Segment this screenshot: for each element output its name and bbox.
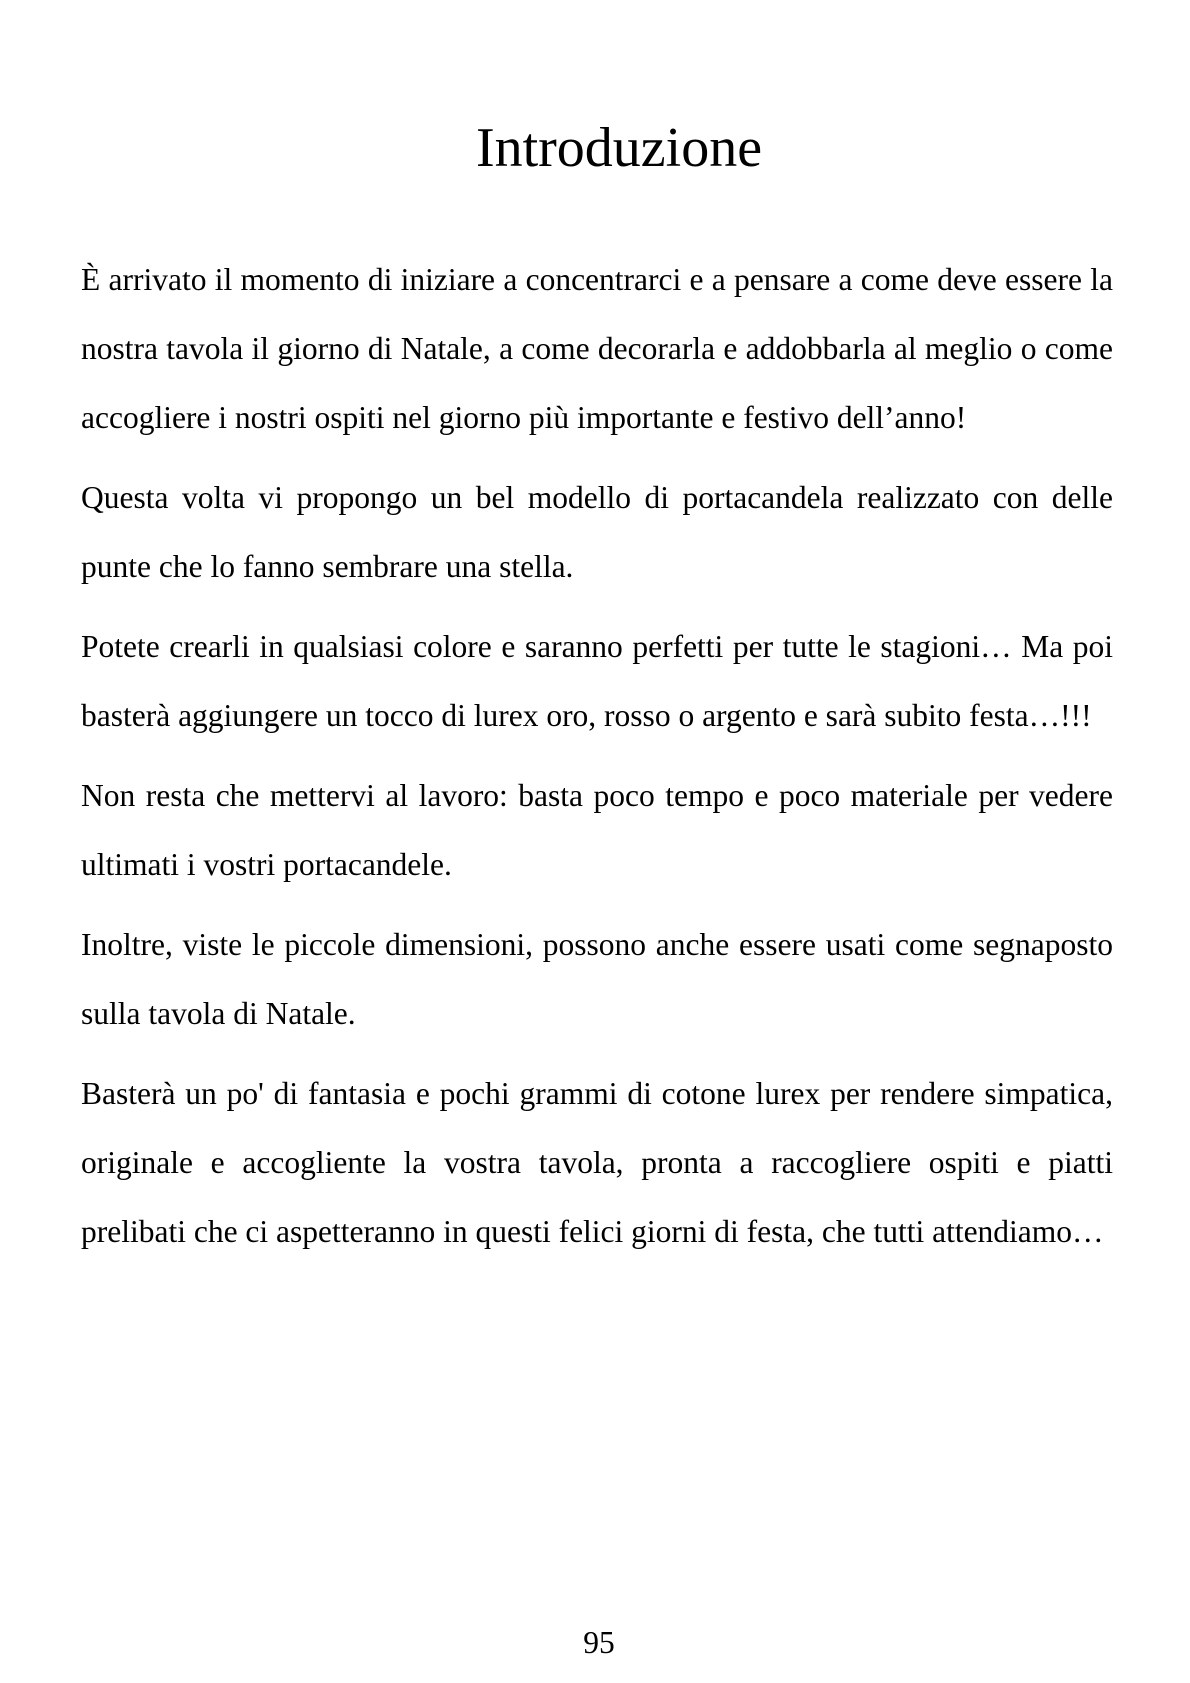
page-number: 95 xyxy=(583,1625,615,1660)
page-title: Introduzione xyxy=(475,117,763,179)
paragraph-6: Basterà un po' di fantasia e pochi grammi di cotone lurex per rendere simpatica, originale e accogliente la vostra tavola, pronta a raccogliere ospiti e piatti prelibati che ci aspetteranno in questi felici giorni di festa, che tutti attendiamo… xyxy=(81,1076,1113,1249)
paragraph-2: Questa volta vi propongo un bel modello di portacandela realizzato con delle punte che lo fanno sembrare una stella. xyxy=(81,480,1113,584)
paragraph-1: È arrivato il momento di iniziare a concentrarci e a pensare a come deve essere la nostra tavola il giorno di Natale, a come decorarla e addobbarla al meglio o come accogliere i nostri ospiti nel giorno più importante e festivo dell’anno! xyxy=(81,262,1113,435)
paragraph-3: Potete crearli in qualsiasi colore e saranno perfetti per tutte le stagioni… Ma poi basterà aggiungere un tocco di lurex oro, rosso o argento e sarà subito festa…!!! xyxy=(81,629,1113,733)
body-text xyxy=(81,245,1113,1277)
paragraph-4: Non resta che mettervi al lavoro: basta poco tempo e poco materiale per vedere ultimati i vostri portacandele. xyxy=(81,778,1113,882)
paragraph-5: Inoltre, viste le piccole dimensioni, possono anche essere usati come segnaposto sulla tavola di Natale. xyxy=(81,927,1113,1031)
